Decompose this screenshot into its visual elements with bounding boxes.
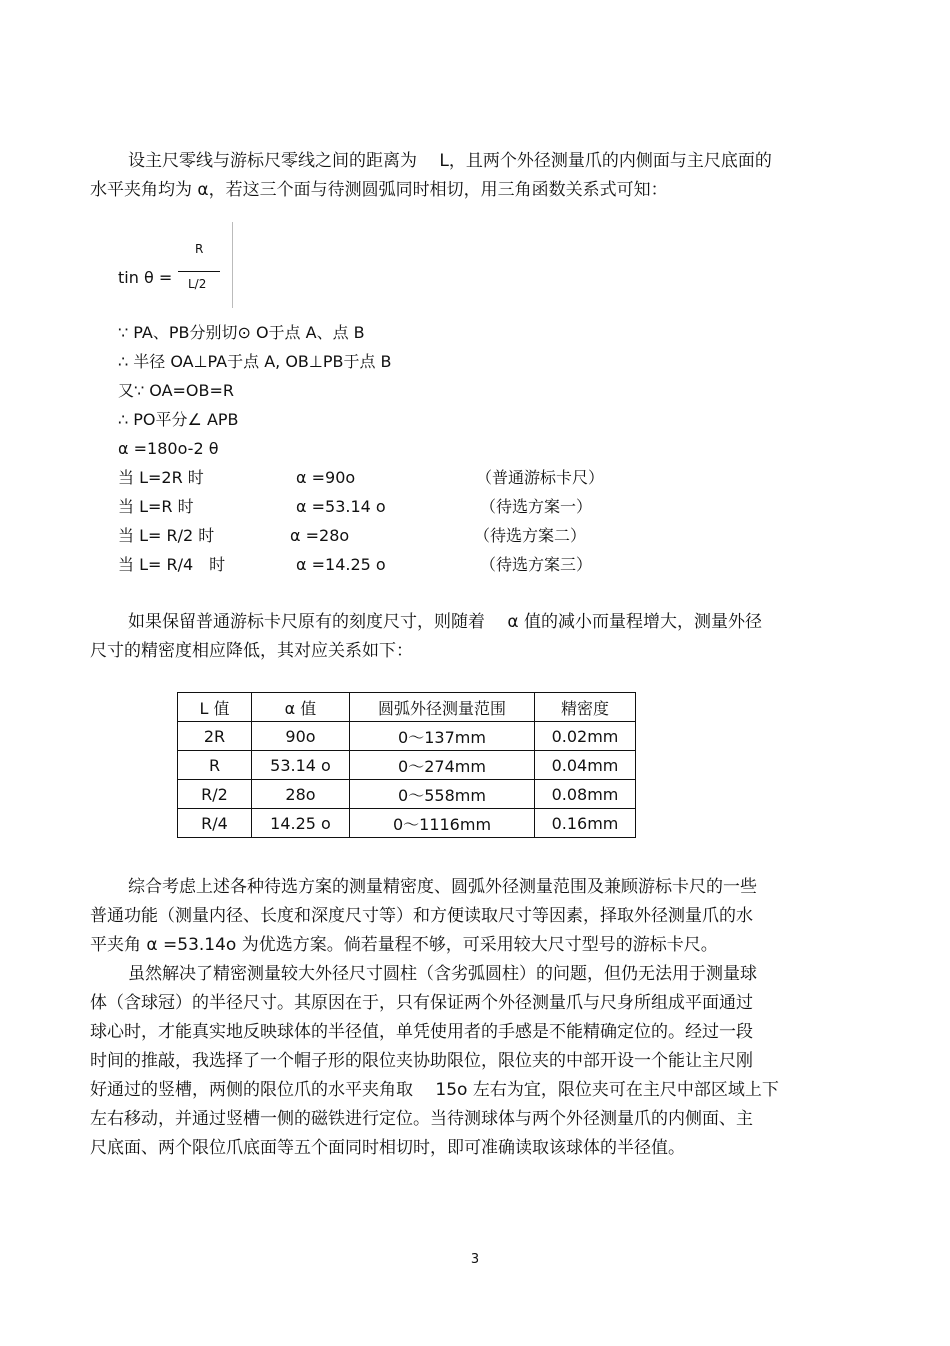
table-cell: 0.08mm [535,780,636,809]
table-header: 精密度 [535,693,636,722]
text-line: 好通过的竖槽，两侧的限位爪的水平夹角取 15o 左右为宜，限位夹可在主尺中部区域上下 [90,1080,779,1100]
table-cell: 14.25 o [252,809,350,838]
measurement-table [177,692,636,838]
proof-line: ∴ PO平分∠ APB [118,410,239,429]
text-line: 尺寸的精密度相应降低，其对应关系如下： [90,641,413,661]
sphere-paragraph [90,960,825,1163]
text-line: 水平夹角均为 α，若这三个面与待测圆弧同时相切，用三角函数关系式可知： [90,180,668,200]
proof-block [118,318,605,579]
case-alpha: α =28o [290,526,350,545]
table-cell: 28o [252,780,350,809]
table-cell: 53.14 o [252,751,350,780]
proof-line: ∴ 半径 OA⊥PA于点 A, OB⊥PB于点 B [118,352,392,371]
text-line: 平夹角 α =53.14o 为优选方案。倘若量程不够，可采用较大尺寸型号的游标卡尺。 [90,935,718,955]
text-line: 虽然解决了精密测量较大外径尺寸圆柱（含劣弧圆柱）的问题，但仍无法用于测量球 [128,964,757,984]
table-cell: R/2 [178,780,252,809]
case-condition: 当 L= R/2 时 [118,526,215,545]
case-condition: 当 L= R/4 时 [118,555,226,574]
table-row [178,780,636,809]
table-cell: 0.16mm [535,809,636,838]
text-line: 体（含球冠）的半径尺寸。其原因在于，只有保证两个外径测量爪与尺身所组成平面通过 [90,993,753,1013]
conclusion-paragraph [90,873,825,960]
case-note: （待选方案二） [474,526,587,545]
text-line: 普通功能（测量内径、长度和深度尺寸等）和方便读取尺寸等因素，择取外径测量爪的水 [90,906,753,926]
proof-line: ∵ PA、PB分别切⊙ O于点 A、点 B [118,323,365,342]
case-alpha: α =14.25 o [296,555,386,574]
case-alpha: α =90o [296,468,356,487]
proof-line: α =180o-2 θ [118,439,219,458]
table-cell: 0.04mm [535,751,636,780]
table-cell: 0～1116mm [350,809,535,838]
table-row [178,809,636,838]
table-cell: R/4 [178,809,252,838]
proof-line: 又∵ OA=OB=R [118,381,235,400]
table-header-row [178,693,636,722]
formula-lhs: tin θ = [118,268,173,287]
text-line: 时间的推敲，我选择了一个帽子形的限位夹协助限位，限位夹的中部开设一个能让主尺刚 [90,1051,753,1071]
intro-paragraph [90,147,825,205]
table-cell: R [178,751,252,780]
case-row [118,550,593,579]
tangent-formula [118,222,238,308]
case-row [118,492,593,521]
table-cell: 90o [252,722,350,751]
table-cell: 0～274mm [350,751,535,780]
text-line: 球心时，才能真实地反映球体的半径值，单凭使用者的手感是不能精确定位的。经过一段 [90,1022,753,1042]
table-row [178,722,636,751]
case-note: （待选方案三） [480,555,593,574]
table-cell: 0～137mm [350,722,535,751]
case-condition: 当 L=R 时 [118,497,194,516]
case-note: （普通游标卡尺） [476,468,605,487]
page-number: 3 [470,1252,480,1267]
case-note: （待选方案一） [480,497,593,516]
table-cell: 0～558mm [350,780,535,809]
text-line: 左右移动，并通过竖槽一侧的磁铁进行定位。当待测球体与两个外径测量爪的内侧面、主 [90,1109,753,1129]
fraction-bar [178,271,220,272]
text-line: 尺底面、两个限位爪底面等五个面同时相切时，即可准确读取该球体的半径值。 [90,1138,685,1158]
case-row [118,463,605,492]
text-line: 综合考虑上述各种待选方案的测量精密度、圆弧外径测量范围及兼顾游标卡尺的一些 [128,877,757,897]
table-row [178,751,636,780]
case-row [118,521,587,550]
formula-divider [232,222,233,308]
formula-numerator: R [195,242,204,256]
table-header: L 值 [178,693,252,722]
table-header: 圆弧外径测量范围 [350,693,535,722]
case-alpha: α =53.14 o [296,497,386,516]
text-line: 如果保留普通游标卡尺原有的刻度尺寸，则随着 α 值的减小而量程增大，测量外径 [128,612,763,632]
table-header: α 值 [252,693,350,722]
text-line: 设主尺零线与游标尺零线之间的距离为 L，且两个外径测量爪的内侧面与主尺底面的 [128,151,772,171]
table-cell: 2R [178,722,252,751]
case-condition: 当 L=2R 时 [118,468,204,487]
table-cell: 0.02mm [535,722,636,751]
formula-denominator: L/2 [188,277,207,291]
relationship-paragraph [90,608,825,666]
